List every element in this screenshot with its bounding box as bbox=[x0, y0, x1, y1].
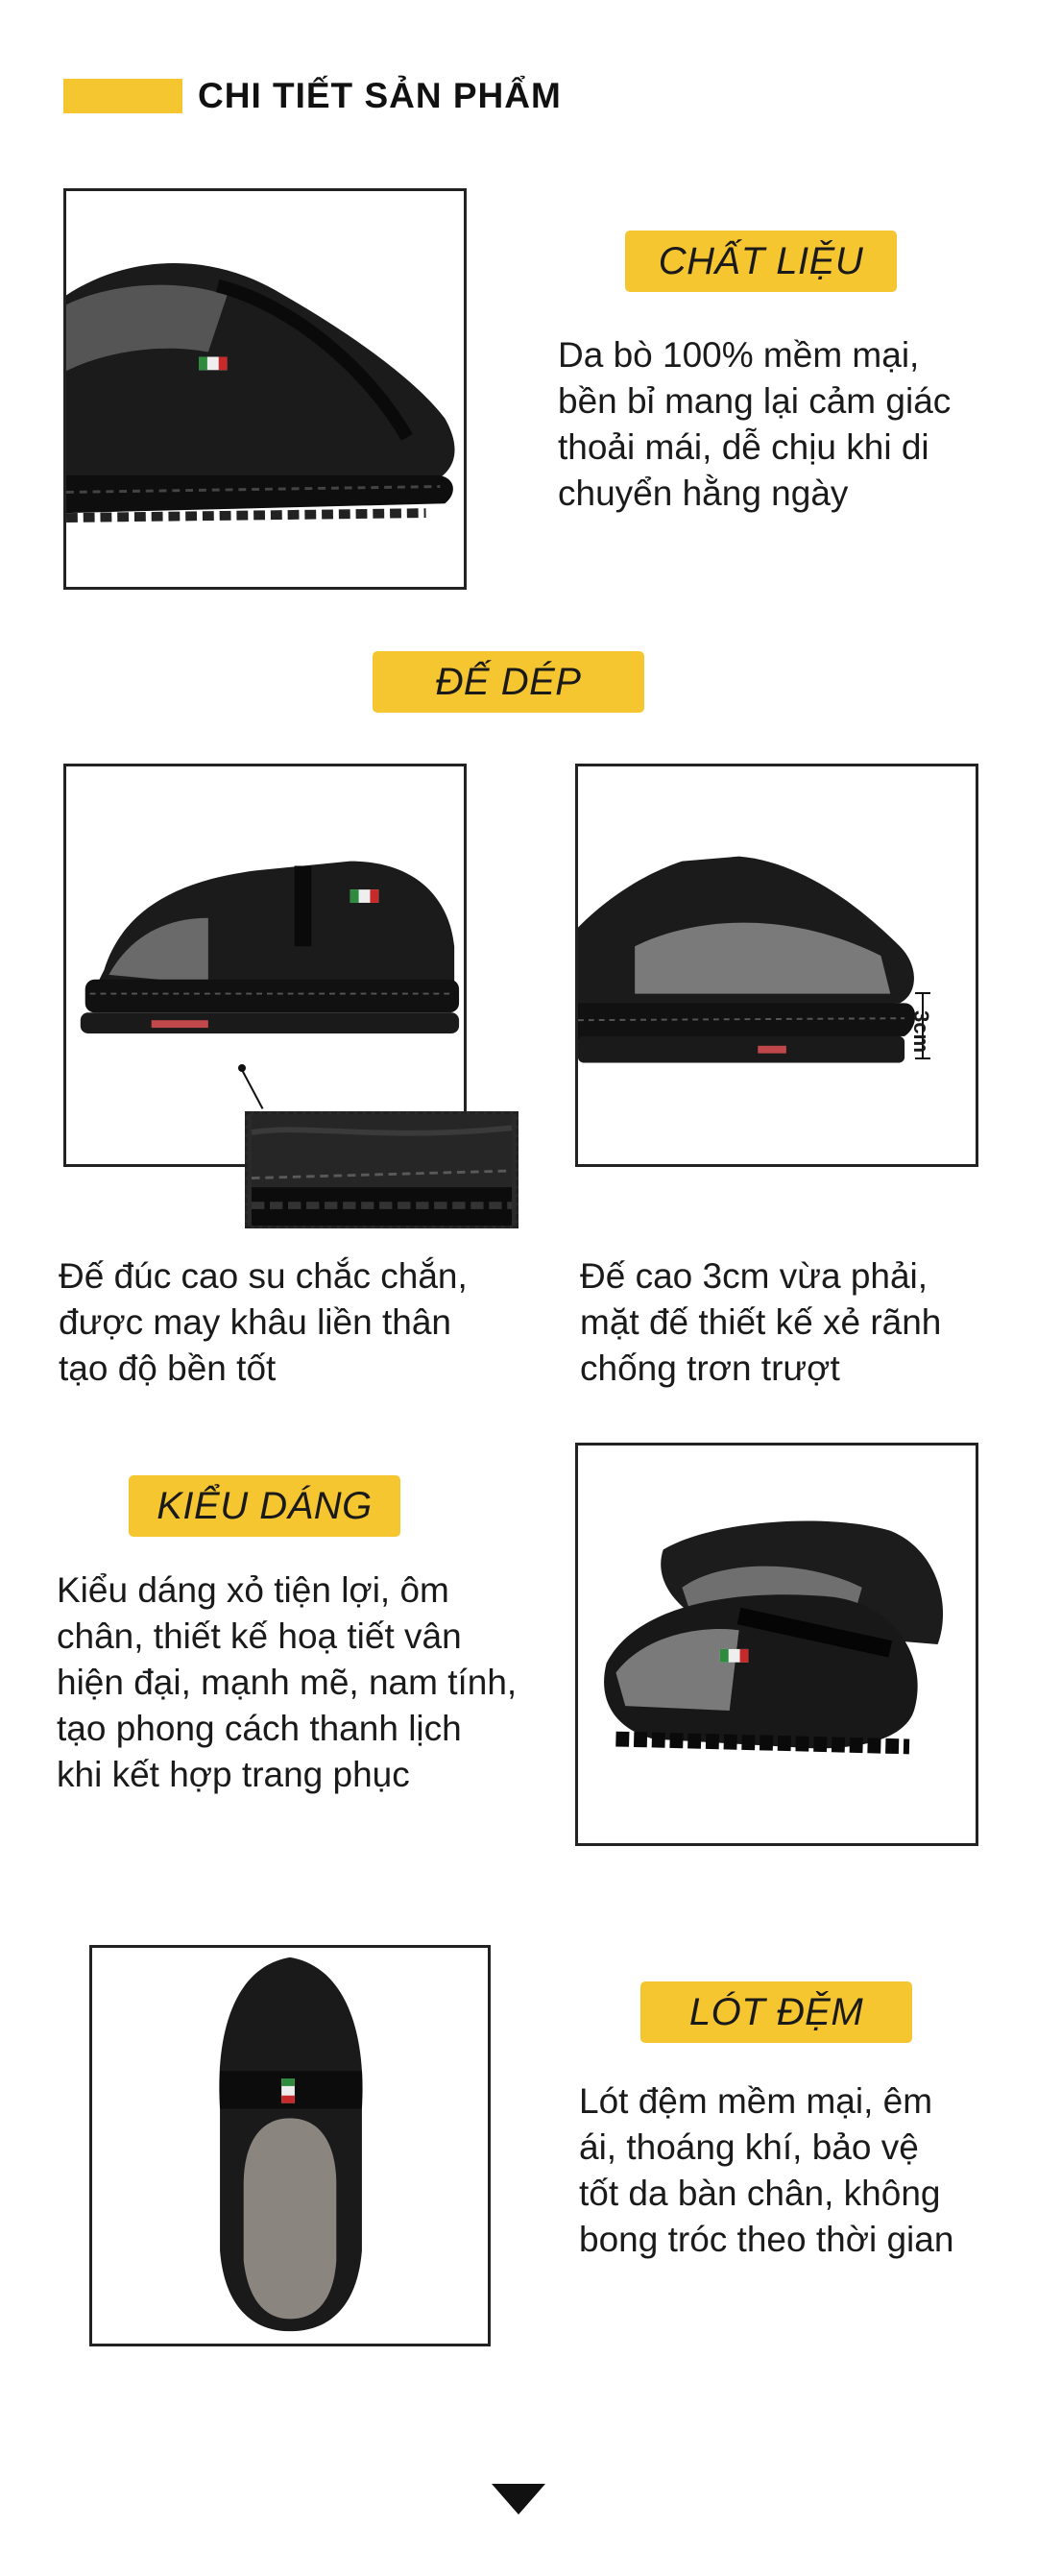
desc-line: hiện đại, mạnh mẽ, nam tính, bbox=[57, 1663, 518, 1702]
sole-left-description bbox=[59, 1253, 539, 1392]
desc-line: Đế cao 3cm vừa phải, bbox=[580, 1256, 928, 1296]
sole-height-image bbox=[575, 764, 978, 1167]
desc-line: tốt da bàn chân, không bbox=[579, 2174, 941, 2213]
sole-side-image bbox=[63, 764, 467, 1167]
desc-line: bong tróc theo thời gian bbox=[579, 2220, 954, 2259]
shoe-side-illustration bbox=[66, 766, 464, 1164]
material-shoe-image bbox=[63, 188, 467, 590]
insole-description bbox=[579, 2078, 1030, 2263]
desc-line: ái, thoáng khí, bảo vệ bbox=[579, 2127, 919, 2167]
desc-line: thoải mái, dễ chịu khi di bbox=[558, 427, 929, 467]
style-description bbox=[57, 1567, 556, 1798]
sole-right-description bbox=[580, 1253, 1031, 1392]
sole-zoom-inset bbox=[245, 1111, 518, 1228]
label-sole: ĐẾ DÉP bbox=[373, 651, 644, 713]
desc-line: chuyển hằng ngày bbox=[558, 474, 849, 513]
desc-line: Da bò 100% mềm mại, bbox=[558, 335, 920, 375]
label-style: KIỂU DÁNG bbox=[129, 1475, 400, 1537]
height-measure-tick-top bbox=[915, 992, 930, 994]
label-insole: LÓT ĐỆM bbox=[640, 1981, 912, 2043]
sole-stitching-closeup bbox=[248, 1114, 516, 1226]
desc-line: được may khâu liền thân bbox=[59, 1302, 451, 1342]
desc-line: chống trơn trượt bbox=[580, 1349, 840, 1388]
shoe-heel-illustration bbox=[578, 766, 976, 1164]
page-title: CHI TIẾT SẢN PHẨM bbox=[198, 76, 562, 115]
style-pair-image bbox=[575, 1443, 978, 1846]
insole-top-image bbox=[89, 1945, 491, 2346]
shoe-toe-closeup-illustration bbox=[66, 191, 464, 587]
desc-line: Kiểu dáng xỏ tiện lợi, ôm bbox=[57, 1570, 449, 1610]
desc-line: Đế đúc cao su chắc chắn, bbox=[59, 1256, 468, 1296]
shoe-pair-illustration bbox=[578, 1446, 976, 1843]
desc-line: tạo phong cách thanh lịch bbox=[57, 1709, 462, 1748]
material-description bbox=[558, 332, 1000, 517]
header-accent-bar bbox=[63, 79, 182, 113]
label-material: CHẤT LIỆU bbox=[625, 231, 897, 292]
height-label: 3cm bbox=[909, 1010, 933, 1054]
desc-line: Lót đệm mềm mại, êm bbox=[579, 2081, 933, 2121]
desc-line: chân, thiết kế hoạ tiết vân bbox=[57, 1616, 462, 1656]
desc-line: khi kết hợp trang phục bbox=[57, 1755, 410, 1794]
scroll-down-arrow-icon[interactable] bbox=[492, 2484, 545, 2515]
desc-line: bền bỉ mang lại cảm giác bbox=[558, 381, 952, 421]
desc-line: tạo độ bền tốt bbox=[59, 1349, 277, 1388]
shoe-top-view-illustration bbox=[92, 1948, 488, 2344]
desc-line: mặt đế thiết kế xẻ rãnh bbox=[580, 1302, 942, 1342]
